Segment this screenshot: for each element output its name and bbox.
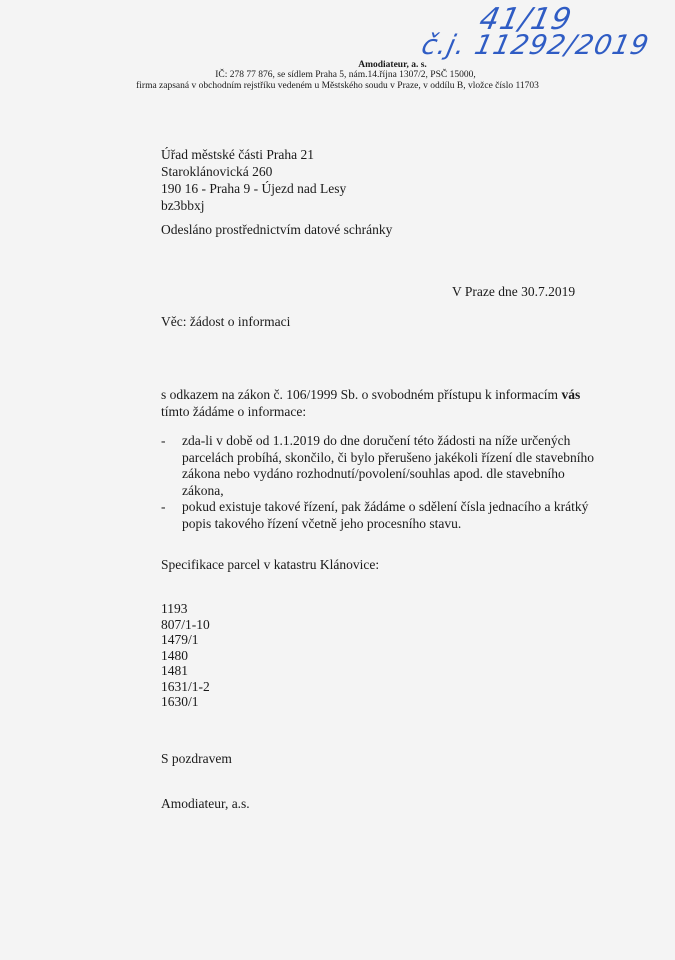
signature-company: Amodiateur, a.s. xyxy=(161,796,250,811)
request-item-text: zda-li v době od 1.1.2019 do dne doručení této žádosti na níže určených parcelách probíhá, skončilo, či bylo přerušeno jakékoli řízení dle stavebního zákona nebo vydáno rozhodnutí/povolení/souhlas apod. dle stavebního zákona, xyxy=(182,433,594,498)
letterhead-company-name: Amodiateur, a. s. xyxy=(358,60,427,70)
request-item-text: pokud existuje takové řízení, pak žádáme o sdělení čísla jednacího a krátký popis takového řízení včetně jeho procesního stavu. xyxy=(182,499,589,531)
addressee-office: Úřad městské části Praha 21 xyxy=(161,147,314,162)
addressee-city: 190 16 - Praha 9 - Újezd nad Lesy xyxy=(161,181,347,196)
request-item xyxy=(161,499,601,532)
letterhead-register-line: firma zapsaná v obchodním rejstříku vedeném u Městského soudu v Praze, v oddílu B, vložce číslo 11703 xyxy=(136,81,539,91)
request-item xyxy=(161,433,601,499)
intro-paragraph xyxy=(161,386,601,420)
bullet-dash: - xyxy=(161,499,166,514)
parcel-item: 1630/1 xyxy=(161,694,199,709)
addressee-block xyxy=(161,146,346,214)
parcel-item: 1481 xyxy=(161,663,188,678)
delivery-method-note: Odesláno prostřednictvím datové schránky xyxy=(161,222,393,237)
parcel-item: 1480 xyxy=(161,647,188,663)
closing-greeting: S pozdravem xyxy=(161,751,232,766)
parcel-list xyxy=(161,601,210,710)
letter-date: V Praze dne 30.7.2019 xyxy=(452,284,576,299)
parcels-heading: Specifikace parcel v katastru Klánovice: xyxy=(161,557,380,572)
letterhead-registration-line: IČ: 278 77 876, se sídlem Praha 5, nám.14.října 1307/2, PSČ 15000, xyxy=(215,70,476,80)
letter-subject: Věc: žádost o informaci xyxy=(161,314,291,329)
parcel-item: 1193 xyxy=(161,601,188,616)
parcel-item: 1631/1-2 xyxy=(161,678,210,694)
addressee-databox-id: bz3bbxj xyxy=(161,198,205,213)
addressee-street: Staroklánovická 260 xyxy=(161,164,273,179)
handwritten-case-number: č.j. 11292/2019 xyxy=(418,30,653,61)
handwritten-reference-number: 41/19 xyxy=(476,2,576,37)
intro-text-end: tímto žádáme o informace: xyxy=(161,404,307,419)
bullet-dash: - xyxy=(161,433,166,448)
intro-bold-word: vás xyxy=(561,387,581,402)
parcel-item: 1479/1 xyxy=(161,632,199,647)
parcel-item: 807/1-10 xyxy=(161,616,210,632)
request-list xyxy=(161,433,601,532)
intro-text-start: s odkazem na zákon č. 106/1999 Sb. o svobodném přístupu k informacím xyxy=(161,387,562,402)
